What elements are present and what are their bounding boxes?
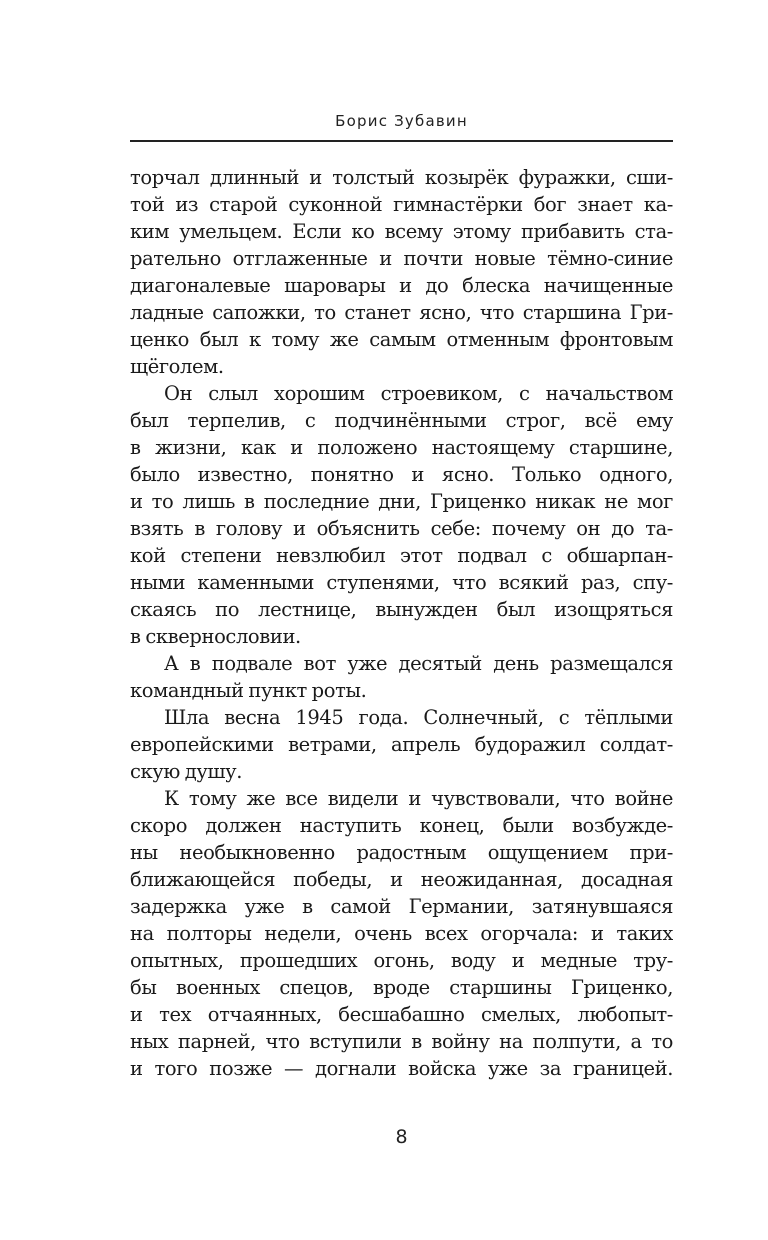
paragraph-5 [130, 785, 673, 1082]
text-line: щёголем. [130, 355, 224, 378]
text-line: А в подвале вот уже десятый день размещался [164, 652, 673, 675]
paragraph-1 [130, 164, 673, 380]
text-line: ны необыкновенно радостным ощущением при- [130, 841, 673, 864]
text-line: скую душу. [130, 760, 243, 783]
text-line: ценко был к тому же самым отменным фронтовым [130, 328, 673, 351]
text-line: взять в голову и объяснить себе: почему он до та- [130, 517, 673, 540]
text-line: бы военных спецов, вроде старшины Гриценко, [130, 976, 673, 999]
text-line: и того позже — догнали войска уже за границей. [130, 1057, 673, 1080]
body-text [130, 164, 673, 1082]
text-line: той из старой суконной гимнастёрки бог знает ка- [130, 193, 673, 216]
text-line: ными каменными ступенями, что всякий раз, спу- [130, 571, 673, 594]
text-line: рательно отглаженные и почти новые тёмно-синие [130, 247, 673, 270]
text-line: диагоналевые шаровары и до блеска начищенные [130, 274, 673, 297]
text-line: К тому же все видели и чувствовали, что войне [164, 787, 673, 810]
paragraph-2 [130, 380, 673, 650]
text-line: и тех отчаянных, бесшабашно смелых, любопыт- [130, 1003, 673, 1026]
text-line: в сквернословии. [130, 625, 301, 648]
text-line: ким умельцем. Если ко всему этому прибавить ста- [130, 220, 673, 243]
header-rule [130, 140, 673, 142]
text-line: кой степени невзлюбил этот подвал с обшарпан- [130, 544, 673, 567]
text-line: было известно, понятно и ясно. Только одного, [130, 463, 673, 486]
paragraph-4 [130, 704, 673, 785]
running-title: Борис Зубавин [335, 112, 468, 130]
text-line: скоро должен наступить конец, были возбужде- [130, 814, 673, 837]
text-line: и то лишь в последние дни, Гриценко никак не мог [130, 490, 673, 513]
text-line: на полторы недели, очень всех огорчала: и таких [130, 922, 673, 945]
text-line: ближающейся победы, и неожиданная, досадная [130, 868, 673, 891]
text-line: ных парней, что вступили в войну на полпути, а то [130, 1030, 673, 1053]
text-line: европейскими ветрами, апрель будоражил солдат- [130, 733, 673, 756]
paragraph-3 [130, 650, 673, 704]
page-number: 8 [395, 1126, 408, 1148]
text-line: торчал длинный и толстый козырёк фуражки, сши- [130, 166, 673, 189]
text-line: Он слыл хорошим строевиком, с начальством [164, 382, 673, 405]
text-line: Шла весна 1945 года. Солнечный, с тёплыми [164, 706, 673, 729]
text-line: задержка уже в самой Германии, затянувшаяся [130, 895, 673, 918]
text-line: в жизни, как и положено настоящему старшине, [130, 436, 673, 459]
text-line: скаясь по лестнице, вынужден был изощряться [130, 598, 673, 621]
text-line: был терпелив, с подчинёнными строг, всё ему [130, 409, 673, 432]
text-line: опытных, прошедших огонь, воду и медные тру- [130, 949, 673, 972]
text-line: командный пункт роты. [130, 679, 367, 702]
text-line: ладные сапожки, то станет ясно, что старшина Гри- [130, 301, 673, 324]
